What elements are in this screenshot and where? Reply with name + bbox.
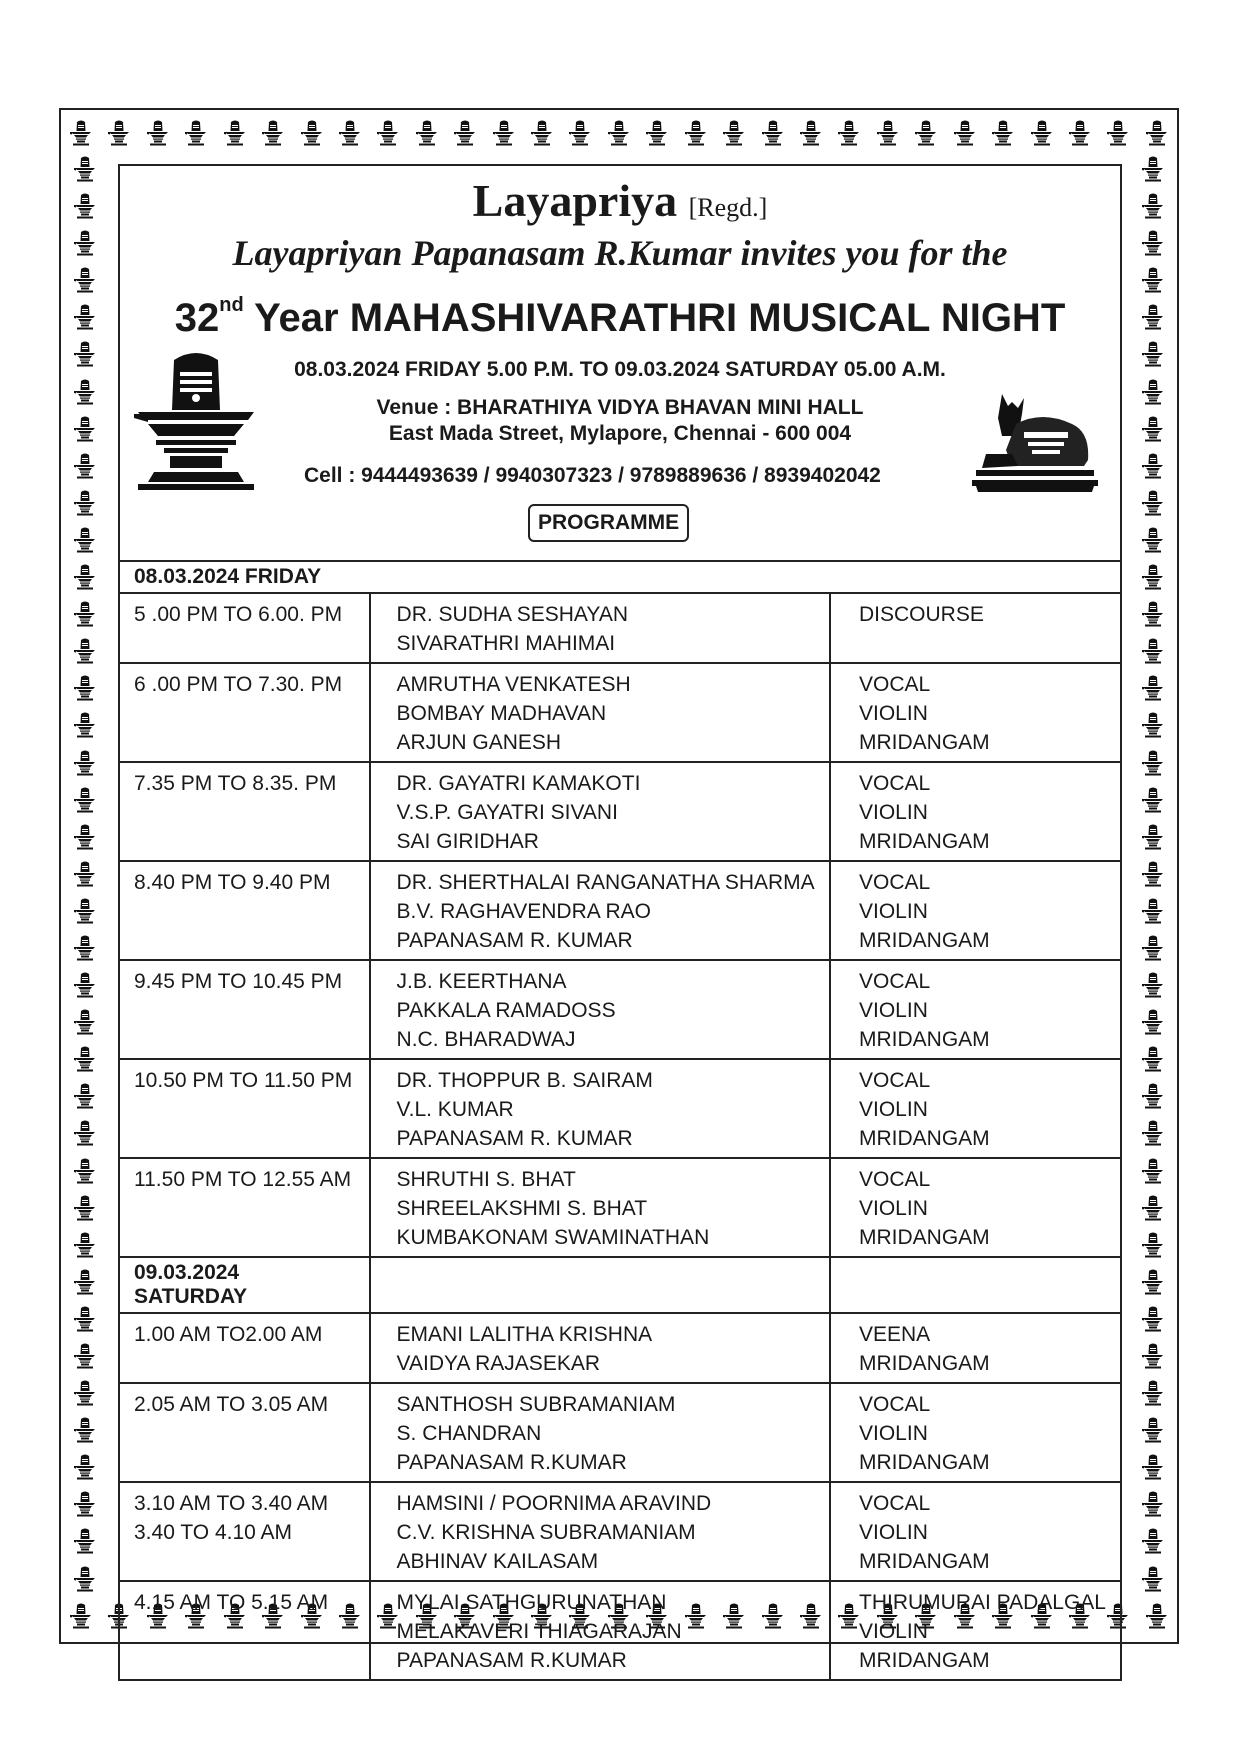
shiva-lingam-icon xyxy=(262,120,284,146)
artist-name: V.S.P. GAYATRI SIVANI xyxy=(396,801,618,824)
shiva-lingam-icon xyxy=(74,416,96,442)
time-line: 3.40 TO 4.10 AM xyxy=(134,1521,292,1544)
shiva-lingam-icon xyxy=(74,1120,96,1146)
shiva-lingam-icon xyxy=(74,1306,96,1332)
artists-cell xyxy=(370,1158,830,1257)
shiva-lingam-icon xyxy=(74,1232,96,1258)
artist-name: ARJUN GANESH xyxy=(396,731,562,754)
shiva-lingam-icon xyxy=(454,120,476,146)
event-dates: 08.03.2024 FRIDAY 5.00 P.M. TO 09.03.2024 SATURDAY 05.00 A.M. xyxy=(294,358,946,381)
shiva-lingam-icon xyxy=(723,120,745,146)
shiva-lingam-icon xyxy=(1142,490,1164,516)
artist-name: SAI GIRIDHAR xyxy=(396,830,539,853)
shiva-lingam-icon xyxy=(1142,1380,1164,1406)
shiva-lingam-icon xyxy=(1142,1046,1164,1072)
lingam-border-top xyxy=(70,120,1168,146)
roles-cell xyxy=(830,593,1121,663)
time-cell xyxy=(119,1158,370,1257)
shiva-lingam-icon xyxy=(339,120,361,146)
shiva-lingam-icon xyxy=(838,120,860,146)
programme-label: PROGRAMME xyxy=(528,504,689,542)
artist-role: VOCAL xyxy=(859,673,931,696)
artist-role: VOCAL xyxy=(859,1492,931,1515)
shiva-lingam-icon xyxy=(74,564,96,590)
programme-row xyxy=(119,960,1121,1059)
shiva-lingam-icon xyxy=(74,267,96,293)
artists-cell xyxy=(370,1059,830,1158)
artist-role: MRIDANGAM xyxy=(859,830,990,853)
artist-role: MRIDANGAM xyxy=(859,1649,990,1672)
shiva-lingam-icon xyxy=(70,1603,92,1629)
time-cell xyxy=(119,762,370,861)
artist-role: MRIDANGAM xyxy=(859,1127,990,1150)
shiva-lingam-icon xyxy=(74,972,96,998)
artists-cell xyxy=(370,762,830,861)
artist-role: DISCOURSE xyxy=(859,603,984,626)
artist-role: MRIDANGAM xyxy=(859,1451,990,1474)
roles-cell xyxy=(830,1482,1121,1581)
event-venue: Venue : BHARATHIYA VIDYA BHAVAN MINI HALL xyxy=(376,396,864,419)
roles-cell xyxy=(830,861,1121,960)
artist-role: MRIDANGAM xyxy=(859,1550,990,1573)
time-line: 10.50 PM TO 11.50 PM xyxy=(134,1069,353,1092)
shiva-lingam-icon xyxy=(1031,120,1053,146)
shiva-lingam-icon xyxy=(1107,120,1129,146)
artist-name: MYLAI SATHGURUNATHAN xyxy=(396,1591,667,1614)
shiva-lingam-icon xyxy=(1142,861,1164,887)
shiva-lingam-icon xyxy=(1142,935,1164,961)
artist-name: VAIDYA RAJASEKAR xyxy=(396,1352,601,1375)
programme-row xyxy=(119,1581,1121,1680)
artist-role: VIOLIN xyxy=(859,1521,928,1544)
shiva-lingam-icon xyxy=(1142,156,1164,182)
artist-name: PAPANASAM R.KUMAR xyxy=(396,1451,627,1474)
time-line: 2.05 AM TO 3.05 AM xyxy=(134,1393,329,1416)
artist-name: SHRUTHI S. BHAT xyxy=(396,1168,576,1191)
org-regd: [Regd.] xyxy=(688,193,768,222)
shiva-lingam-icon xyxy=(1142,1009,1164,1035)
shiva-lingam-icon xyxy=(301,120,323,146)
time-line: 1.00 AM TO2.00 AM xyxy=(134,1323,323,1346)
artist-name: EMANI LALITHA KRISHNA xyxy=(396,1323,653,1346)
time-cell xyxy=(119,960,370,1059)
shiva-lingam-icon xyxy=(74,1343,96,1369)
shiva-lingam-icon xyxy=(608,120,630,146)
artist-name: J.B. KEERTHANA xyxy=(396,970,567,993)
shiva-lingam-icon xyxy=(1142,193,1164,219)
artist-role: MRIDANGAM xyxy=(859,929,990,952)
shiva-lingam-icon xyxy=(74,1417,96,1443)
artist-name: DR. SHERTHALAI RANGANATHA SHARMA xyxy=(396,871,815,894)
artist-role: VIOLIN xyxy=(859,801,928,824)
artist-role: MRIDANGAM xyxy=(859,1028,990,1051)
shiva-lingam-icon xyxy=(569,120,591,146)
artists-cell xyxy=(370,960,830,1059)
artist-name: BOMBAY MADHAVAN xyxy=(396,702,607,725)
time-line: 8.40 PM TO 9.40 PM xyxy=(134,871,331,894)
day-header-row xyxy=(119,561,1121,593)
shiva-lingam-icon xyxy=(1142,453,1164,479)
shiva-lingam-icon xyxy=(1142,1232,1164,1258)
artist-role: VOCAL xyxy=(859,1393,931,1416)
lingam-border-right xyxy=(1142,156,1164,1592)
artist-name: ABHINAV KAILASAM xyxy=(396,1550,599,1573)
shiva-lingam-icon xyxy=(1142,1491,1164,1517)
shiva-lingam-icon xyxy=(1142,824,1164,850)
shiva-lingam-icon xyxy=(1142,1454,1164,1480)
artists-cell xyxy=(370,1482,830,1581)
shiva-lingam-icon xyxy=(1069,120,1091,146)
shiva-lingam-icon xyxy=(74,1566,96,1592)
time-line: 9.45 PM TO 10.45 PM xyxy=(134,970,343,993)
programme-row xyxy=(119,1482,1121,1581)
artists-cell xyxy=(370,1383,830,1482)
shiva-lingam-icon xyxy=(74,156,96,182)
shiva-lingam-icon xyxy=(1142,1417,1164,1443)
shiva-lingam-icon xyxy=(1142,787,1164,813)
artist-name: PAPANASAM R. KUMAR xyxy=(396,929,633,952)
artists-cell xyxy=(370,861,830,960)
time-cell xyxy=(119,1482,370,1581)
shiva-lingam-icon xyxy=(531,120,553,146)
invitation-card xyxy=(118,164,1122,1672)
artist-name: AMRUTHA VENKATESH xyxy=(396,673,631,696)
programme-row xyxy=(119,762,1121,861)
shiva-lingam-icon xyxy=(493,120,515,146)
shiva-lingam-icon xyxy=(74,1195,96,1221)
org-name: Layapriya xyxy=(472,175,678,226)
shiva-lingam-icon xyxy=(1142,638,1164,664)
time-line: 3.10 AM TO 3.40 AM xyxy=(134,1492,329,1515)
roles-cell xyxy=(830,960,1121,1059)
shiva-lingam-icon xyxy=(1142,1120,1164,1146)
artist-name: SIVARATHRI MAHIMAI xyxy=(396,632,616,655)
shiva-lingam-icon xyxy=(1142,1566,1164,1592)
programme-row xyxy=(119,1383,1121,1482)
shiva-lingam-icon xyxy=(74,675,96,701)
artist-role: VIOLIN xyxy=(859,1197,928,1220)
roles-cell xyxy=(830,1059,1121,1158)
shiva-lingam-icon xyxy=(685,120,707,146)
event-suffix: nd xyxy=(219,293,244,316)
day-header: 08.03.2024 FRIDAY xyxy=(119,561,1121,593)
shiva-lingam-icon xyxy=(1142,675,1164,701)
invite-line: Layapriyan Papanasam R.Kumar invites you for the xyxy=(232,233,1008,273)
artist-name: SHREELAKSHMI S. BHAT xyxy=(396,1197,648,1220)
shiva-lingam-icon xyxy=(646,120,668,146)
time-cell xyxy=(119,1313,370,1383)
shiva-lingam-icon xyxy=(1142,304,1164,330)
artist-name: S. CHANDRAN xyxy=(396,1422,542,1445)
event-title xyxy=(120,293,1120,341)
artist-role: VIOLIN xyxy=(859,1422,928,1445)
shiva-lingam-icon xyxy=(74,638,96,664)
shiva-lingam-icon xyxy=(74,1158,96,1184)
shiva-lingam-icon xyxy=(74,304,96,330)
artists-cell xyxy=(370,663,830,762)
programme-row xyxy=(119,1313,1121,1383)
artist-name: SANTHOSH SUBRAMANIAM xyxy=(396,1393,676,1416)
time-line: 6 .00 PM TO 7.30. PM xyxy=(134,673,343,696)
time-cell xyxy=(119,593,370,663)
time-line: 11.50 PM TO 12.55 AM xyxy=(134,1168,352,1191)
roles-cell xyxy=(830,1581,1121,1680)
shiva-lingam-icon xyxy=(185,120,207,146)
artist-name: MELAKAVERI THIAGARAJAN xyxy=(396,1620,682,1643)
shiva-lingam-icon xyxy=(762,120,784,146)
shiva-lingam-icon xyxy=(1142,564,1164,590)
time-line: 7.35 PM TO 8.35. PM xyxy=(134,772,337,795)
shiva-lingam-icon xyxy=(74,453,96,479)
shiva-lingam-icon xyxy=(1142,750,1164,776)
programme-table xyxy=(118,560,1122,1681)
empty-cell xyxy=(370,1257,830,1313)
shiva-lingam-icon xyxy=(74,1269,96,1295)
artist-name: C.V. KRISHNA SUBRAMANIAM xyxy=(396,1521,696,1544)
shiva-lingam-icon xyxy=(74,527,96,553)
artist-role: VOCAL xyxy=(859,1069,931,1092)
time-cell xyxy=(119,861,370,960)
shiva-lingam-icon xyxy=(74,1083,96,1109)
artist-name: KUMBAKONAM SWAMINATHAN xyxy=(396,1226,710,1249)
time-cell xyxy=(119,1059,370,1158)
org-title xyxy=(120,174,1120,227)
artists-cell xyxy=(370,1581,830,1680)
event-address: East Mada Street, Mylapore, Chennai - 600 004 xyxy=(388,422,852,445)
shiva-lingam-icon xyxy=(1142,527,1164,553)
contact-phones: Cell : 9444493639 / 9940307323 / 9789889636 / 8939402042 xyxy=(304,464,881,487)
artist-role: MRIDANGAM xyxy=(859,1226,990,1249)
shiva-lingam-icon xyxy=(377,120,399,146)
artist-name: B.V. RAGHAVENDRA RAO xyxy=(396,900,651,923)
shiva-lingam-icon xyxy=(992,120,1014,146)
lingam-border-left xyxy=(74,156,96,1592)
artist-role: VOCAL xyxy=(859,772,931,795)
artists-cell xyxy=(370,593,830,663)
shiva-lingam-icon xyxy=(74,193,96,219)
artist-name: PAPANASAM R.KUMAR xyxy=(396,1649,627,1672)
empty-cell xyxy=(830,1257,1121,1313)
event-name: Year MAHASHIVARATHRI MUSICAL NIGHT xyxy=(254,296,1066,340)
shiva-lingam-icon xyxy=(224,120,246,146)
shiva-lingam-icon xyxy=(1142,1195,1164,1221)
artist-name: DR. SUDHA SESHAYAN xyxy=(396,603,628,626)
artist-role: VOCAL xyxy=(859,1168,931,1191)
shiva-lingam-icon xyxy=(416,120,438,146)
shiva-lingam-icon xyxy=(108,120,130,146)
time-line: 4.15 AM TO 5.15 AM xyxy=(134,1591,329,1614)
shiva-lingam-icon xyxy=(74,712,96,738)
artist-name: V.L. KUMAR xyxy=(396,1098,514,1121)
programme-row xyxy=(119,593,1121,663)
shiva-lingam-icon xyxy=(74,1528,96,1554)
programme-row xyxy=(119,663,1121,762)
shiva-lingam-icon xyxy=(147,120,169,146)
roles-cell xyxy=(830,1158,1121,1257)
artist-role: THIRUMURAI PADALGAL xyxy=(859,1591,1106,1614)
shiva-lingam-icon xyxy=(1142,230,1164,256)
shiva-lingam-icon xyxy=(74,341,96,367)
shiva-lingam-icon xyxy=(74,1009,96,1035)
shiva-lingam-icon xyxy=(1142,1528,1164,1554)
shiva-lingam-icon xyxy=(74,861,96,887)
artist-name: DR. THOPPUR B. SAIRAM xyxy=(396,1069,653,1092)
artist-role: VIOLIN xyxy=(859,900,928,923)
artist-role: VOCAL xyxy=(859,871,931,894)
roles-cell xyxy=(830,1383,1121,1482)
shiva-lingam-icon xyxy=(1146,120,1168,146)
artist-name: N.C. BHARADWAJ xyxy=(396,1028,576,1051)
day-header: 09.03.2024 SATURDAY xyxy=(119,1257,370,1313)
shiva-lingam-icon xyxy=(74,490,96,516)
artist-role: VIOLIN xyxy=(859,1620,928,1643)
artist-name: PAPANASAM R. KUMAR xyxy=(396,1127,633,1150)
shiva-lingam-icon xyxy=(74,787,96,813)
artist-role: VEENA xyxy=(859,1323,931,1346)
day-header-row xyxy=(119,1257,1121,1313)
artists-cell xyxy=(370,1313,830,1383)
shiva-lingam-icon xyxy=(1142,341,1164,367)
shiva-lingam-icon xyxy=(1142,267,1164,293)
shiva-lingam-icon xyxy=(74,379,96,405)
programme-row xyxy=(119,1158,1121,1257)
shiva-lingam-icon xyxy=(74,1380,96,1406)
shiva-lingam-icon xyxy=(1142,1269,1164,1295)
shiva-lingam-icon xyxy=(74,601,96,627)
artist-role: VIOLIN xyxy=(859,702,928,725)
shiva-lingam-icon xyxy=(1142,1083,1164,1109)
shiva-lingam-icon xyxy=(1142,712,1164,738)
shiva-lingam-icon xyxy=(877,120,899,146)
shiva-lingam-icon xyxy=(800,120,822,146)
shiva-lingam-icon xyxy=(74,230,96,256)
shiva-lingam-icon xyxy=(74,898,96,924)
shiva-lingam-icon xyxy=(74,824,96,850)
shiva-lingam-icon xyxy=(915,120,937,146)
shiva-lingam-icon xyxy=(1142,1343,1164,1369)
programme-row xyxy=(119,861,1121,960)
artist-role: MRIDANGAM xyxy=(859,731,990,754)
shiva-lingam-icon xyxy=(74,1046,96,1072)
shiva-lingam-icon xyxy=(74,935,96,961)
roles-cell xyxy=(830,1313,1121,1383)
event-number: 32 xyxy=(174,296,220,340)
shiva-lingam-icon xyxy=(1142,379,1164,405)
shiva-lingam-icon xyxy=(1142,601,1164,627)
shiva-lingam-icon xyxy=(1142,972,1164,998)
shiva-lingam-icon xyxy=(1142,898,1164,924)
artist-role: MRIDANGAM xyxy=(859,1352,990,1375)
time-cell xyxy=(119,1383,370,1482)
time-cell xyxy=(119,1581,370,1680)
artist-role: VOCAL xyxy=(859,970,931,993)
shiva-lingam-icon xyxy=(70,120,92,146)
shiva-lingam-icon xyxy=(74,1454,96,1480)
time-line: 5 .00 PM TO 6.00. PM xyxy=(134,603,343,626)
artist-role: VIOLIN xyxy=(859,999,928,1022)
artist-name: HAMSINI / POORNIMA ARAVIND xyxy=(396,1492,712,1515)
shiva-lingam-icon xyxy=(1142,1158,1164,1184)
shiva-lingam-icon xyxy=(74,1491,96,1517)
shiva-lingam-icon xyxy=(1146,1603,1168,1629)
time-cell xyxy=(119,663,370,762)
artist-name: PAKKALA RAMADOSS xyxy=(396,999,616,1022)
artist-name: DR. GAYATRI KAMAKOTI xyxy=(396,772,641,795)
shiva-lingam-icon xyxy=(74,750,96,776)
shiva-lingam-icon xyxy=(1142,1306,1164,1332)
shiva-lingam-icon xyxy=(1142,416,1164,442)
roles-cell xyxy=(830,663,1121,762)
programme-row xyxy=(119,1059,1121,1158)
artist-role: VIOLIN xyxy=(859,1098,928,1121)
shiva-lingam-icon xyxy=(954,120,976,146)
roles-cell xyxy=(830,762,1121,861)
